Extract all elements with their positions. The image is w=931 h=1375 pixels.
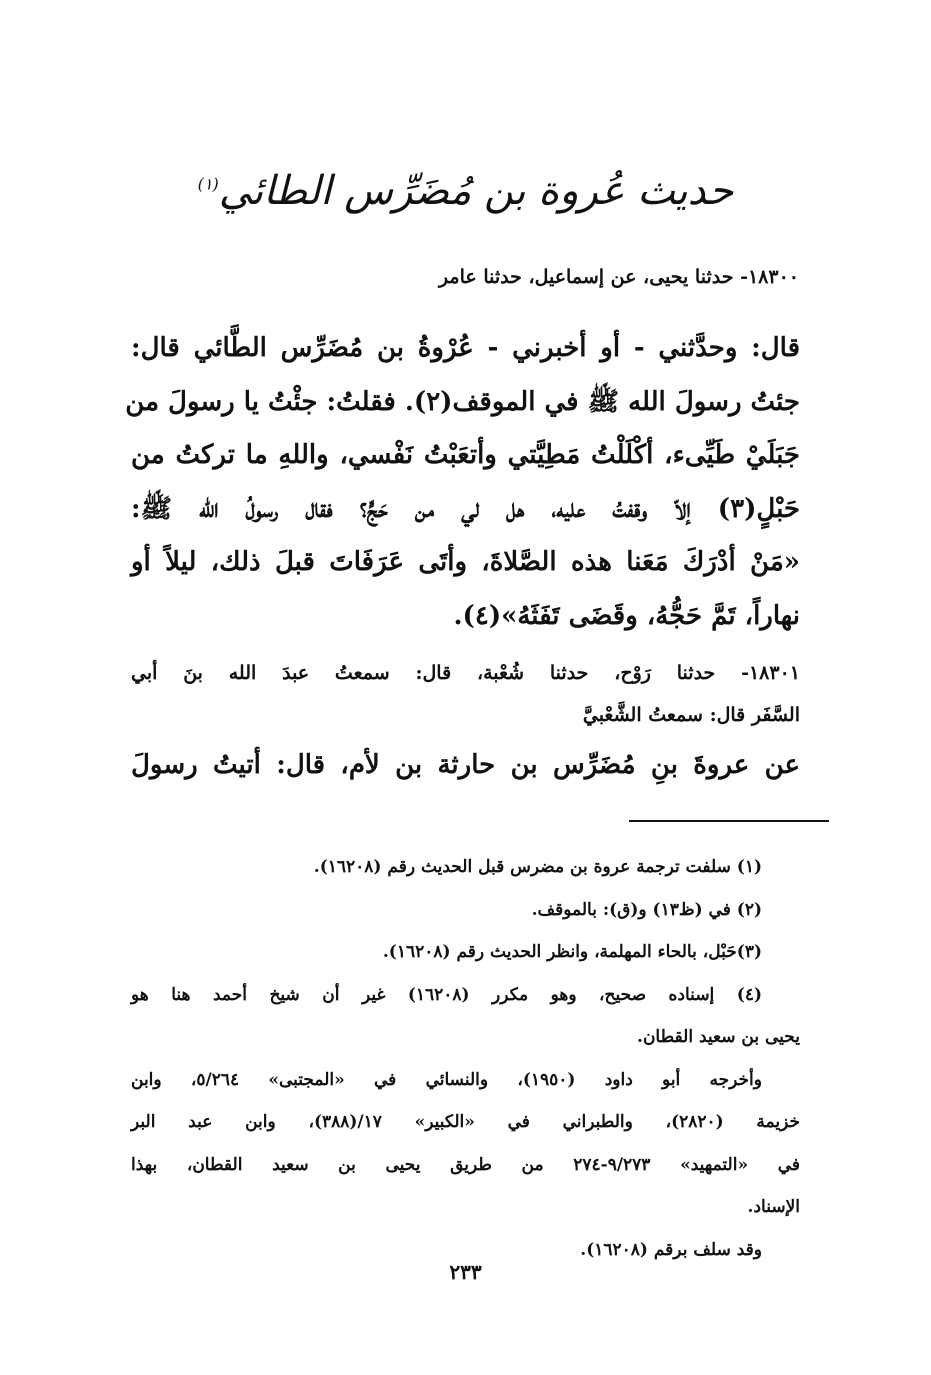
footnote-line: يحيى بن سعيد القطان. [637, 1027, 800, 1047]
footnote-line: وأخرجه أبو داود (١٩٥٠)، والنسائي في «المجتبى» ٥/٢٦٤، وابن [131, 1069, 762, 1090]
page-number: ٢٣٣ [449, 1260, 482, 1284]
footnote-line: (٣)حَبْل، بالحاء المهلمة، وانظر الحديث رقم (١٦٢٠٨). [382, 942, 762, 962]
hadith-18300-matn [125, 322, 800, 643]
matn-line: جئتُ رسولَ الله ﷺ في الموقف(٢). فقلتُ: جئْتُ يا رسولَ من [125, 386, 800, 417]
header-line: السَّفَر قال: سمعتُ الشَّعْبيَّ [582, 704, 800, 726]
footnote-line: خزيمة (٢٨٢٠)، والطبراني في «الكبير» ١٧/(٣٨٨)، وابن عبد البر [131, 1112, 800, 1132]
footnotes [131, 846, 800, 1271]
footnote-line: في «التمهيد» ٩/٢٧٣-٢٧٤ من طريق يحيى بن سعيد القطان، بهذا [131, 1154, 800, 1175]
title-footnote-ref: (١) [197, 174, 219, 194]
footnote-line: (٤) إسناده صحيح، وهو مكرر (١٦٢٠٨) غير أن شيخ أحمد هنا هو [131, 984, 762, 1005]
matn-line: «مَنْ أدْرَكَ مَعَنا هذه الصَّلاةَ، وأتَى عَرَفَاتَ قبلَ ذلك، ليلاً أو [131, 547, 800, 577]
title-text: حديث عُروة بن مُضَرِّس الطائي [218, 168, 734, 214]
footnote-line: (١) سلفت ترجمة عروة بن مضرس قبل الحديث رقم (١٦٢٠٨). [313, 857, 762, 877]
header-line: ١٨٣٠١- حدثنا رَوْح، حدثنا شُعْبة، قال: سمعتُ عبدَ الله بنَ أبي [131, 662, 800, 684]
footnote-line: وقد سلف برقم (١٦٢٠٨). [580, 1239, 762, 1260]
footnote-line: (٢) في (ظ١٣) و(ق): بالموقف. [531, 899, 762, 920]
footnote-divider [629, 820, 829, 822]
page-title [0, 168, 931, 214]
hadith-18301-matn: عن عروةَ بنِ مُضَرِّس بن حارثة بن لأم، قال: أتيتُ رسولَ [131, 750, 800, 780]
matn-line: نهاراً، تَمَّ حَجُّهُ، وقَضَى تَفَثَهُ»(٤). [453, 600, 800, 631]
footnote-line: الإسناد. [747, 1197, 800, 1217]
hadith-18301-header [131, 652, 800, 736]
matn-line: جَبَلَيْ طَيِّىء، أكْلَلْتُ مَطِيَّتي وأتعَبْتُ نَفْسي، واللهِ ما تركتُ من [131, 440, 800, 470]
hadith-18300-header: ١٨٣٠٠- حدثنا يحيى، عن إسماعيل، حدثنا عامر [438, 266, 799, 288]
matn-line: قال: وحدَّثني - أو أخبرني - عُرْوةُ بن مُضَرِّس الطَّائي قال: [131, 333, 800, 363]
matn-line: حَبْلٍ(٣) إلاّ وقفتُ عليه، هل لي من حَجٍّ؟ فقال رسولُ الله ﷺ: [131, 493, 800, 524]
